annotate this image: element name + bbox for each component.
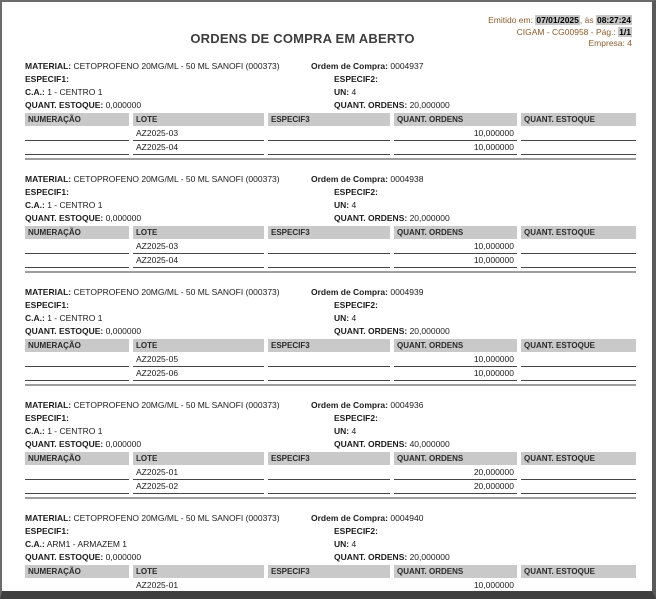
table-row: [25, 579, 636, 593]
cell-numeracao: [25, 480, 129, 494]
report-title: ORDENS DE COMPRA EM ABERTO: [190, 31, 415, 46]
quant-ordens-field: [311, 212, 450, 225]
col-header-lote: LOTE: [133, 339, 264, 352]
cell-lote: AZ2025-04: [133, 254, 264, 268]
cell-especif3: [268, 127, 390, 141]
ordem-compra-label: Ordem de Compra:: [311, 61, 388, 71]
cell-quant-ordens: 20,000000: [394, 480, 517, 494]
un-label: UN:: [334, 426, 350, 436]
cell-especif3: [268, 240, 390, 254]
ca-field: [25, 86, 311, 99]
ca-label: C.A.:: [25, 539, 45, 549]
cell-numeracao: [25, 367, 129, 381]
table-row: [25, 466, 636, 480]
emitted-date: 07/01/2025: [536, 15, 579, 25]
quant-ordens-label: QUANT. ORDENS:: [334, 439, 408, 449]
especif2-field: [311, 186, 378, 199]
material-label: MATERIAL:: [25, 400, 72, 410]
cell-quant-estoque: [521, 353, 636, 367]
order-info-line-1: [25, 399, 636, 412]
order-section: [25, 399, 636, 499]
un-label: UN:: [334, 313, 350, 323]
especif2-field: [311, 73, 378, 86]
especif1-label: ESPECIF1:: [25, 74, 69, 84]
order-info-line-3: [25, 425, 636, 438]
lot-table-header: [25, 113, 636, 126]
cell-lote: AZ2025-05: [133, 353, 264, 367]
ca-label: C.A.:: [25, 87, 45, 97]
quant-estoque-label: QUANT. ESTOQUE:: [25, 552, 104, 562]
orders-list: [25, 60, 636, 599]
cell-numeracao: [25, 353, 129, 367]
col-header-quant-ordens: QUANT. ORDENS: [394, 113, 517, 126]
quant-estoque-value: 0,000000: [105, 326, 142, 336]
quant-estoque-field: [25, 325, 311, 338]
cell-quant-ordens: 10,000000: [394, 141, 517, 155]
ordem-compra-value: 0004936: [390, 400, 424, 410]
cell-lote: AZ2025-04: [133, 141, 264, 155]
cell-numeracao: [25, 254, 129, 268]
cell-especif3: [268, 466, 390, 480]
order-info-line-2: [25, 73, 636, 86]
cell-especif3: [268, 579, 390, 593]
order-info-line-4: [25, 99, 636, 112]
lot-table-header: [25, 339, 636, 352]
material-value: CETOPROFENO 20MG/ML - 50 ML SANOFI (000373): [73, 61, 280, 71]
lot-rows: [25, 353, 636, 381]
especif1-label: ESPECIF1:: [25, 300, 69, 310]
col-header-quant-estoque: QUANT. ESTOQUE: [521, 339, 636, 352]
un-field: [311, 312, 356, 325]
material-field: [25, 399, 311, 412]
col-header-lote: LOTE: [133, 565, 264, 578]
emitted-mid: , às: [579, 15, 594, 25]
order-section: [25, 60, 636, 160]
quant-estoque-label: QUANT. ESTOQUE:: [25, 100, 104, 110]
quant-ordens-value: 20,000000: [409, 100, 450, 110]
quant-ordens-label: QUANT. ORDENS:: [334, 552, 408, 562]
cell-numeracao: [25, 593, 129, 599]
cell-numeracao: [25, 579, 129, 593]
cell-quant-estoque: [521, 254, 636, 268]
order-info-line-4: [25, 325, 636, 338]
material-label: MATERIAL:: [25, 174, 72, 184]
ca-value: ARM1 - ARMAZEM 1: [46, 539, 128, 549]
lot-table: [25, 452, 636, 499]
especif2-label: ESPECIF2:: [334, 74, 378, 84]
un-field: [311, 538, 356, 551]
order-info-line-2: [25, 186, 636, 199]
ordem-compra-value: 0004939: [390, 287, 424, 297]
cell-especif3: [268, 367, 390, 381]
quant-ordens-field: [311, 325, 450, 338]
especif2-label: ESPECIF2:: [334, 413, 378, 423]
col-header-quant-estoque: QUANT. ESTOQUE: [521, 565, 636, 578]
system-line-prefix: CIGAM - CG00958 - Pág.:: [516, 26, 616, 37]
especif2-field: [311, 525, 378, 538]
cell-lote: AZ2025-02: [133, 593, 264, 599]
col-header-lote: LOTE: [133, 226, 264, 239]
material-field: [25, 512, 311, 525]
order-info-line-1: [25, 173, 636, 186]
emitted-label: Emitido em:: [488, 15, 533, 25]
company-label: Empresa:: [588, 38, 625, 48]
especif1-field: [25, 299, 311, 312]
ca-label: C.A.:: [25, 200, 45, 210]
lot-rows: [25, 127, 636, 155]
quant-estoque-value: 0,000000: [105, 100, 142, 110]
order-info-line-1: [25, 512, 636, 525]
ordem-compra-label: Ordem de Compra:: [311, 287, 388, 297]
order-info-line-4: [25, 551, 636, 564]
lot-rows: [25, 579, 636, 599]
ca-label: C.A.:: [25, 313, 45, 323]
cell-lote: AZ2025-01: [133, 579, 264, 593]
quant-estoque-value: 0,000000: [105, 213, 142, 223]
col-header-quant-estoque: QUANT. ESTOQUE: [521, 452, 636, 465]
ordem-compra-field: [311, 512, 423, 525]
material-label: MATERIAL:: [25, 61, 72, 71]
col-header-lote: LOTE: [133, 452, 264, 465]
especif1-label: ESPECIF1:: [25, 526, 69, 536]
cell-numeracao: [25, 141, 129, 155]
material-label: MATERIAL:: [25, 287, 72, 297]
especif1-field: [25, 412, 311, 425]
material-value: CETOPROFENO 20MG/ML - 50 ML SANOFI (000373): [73, 287, 280, 297]
lot-table-header: [25, 565, 636, 578]
quant-estoque-label: QUANT. ESTOQUE:: [25, 439, 104, 449]
cell-quant-estoque: [521, 141, 636, 155]
un-label: UN:: [334, 539, 350, 549]
un-field: [311, 425, 356, 438]
un-value: 4: [351, 313, 357, 323]
lot-table: [25, 113, 636, 160]
col-header-especif3: ESPECIF3: [268, 339, 390, 352]
ordem-compra-value: 0004937: [390, 61, 424, 71]
quant-ordens-label: QUANT. ORDENS:: [334, 213, 408, 223]
quant-estoque-field: [25, 551, 311, 564]
ordem-compra-label: Ordem de Compra:: [311, 513, 388, 523]
emitted-time: 08:27:24: [596, 15, 631, 25]
col-header-numeracao: NUMERAÇÃO: [25, 452, 129, 465]
lot-rows: [25, 240, 636, 268]
ca-value: 1 - CENTRO 1: [47, 200, 103, 210]
material-value: CETOPROFENO 20MG/ML - 50 ML SANOFI (000373): [73, 513, 280, 523]
cell-quant-ordens: 10,000000: [394, 240, 517, 254]
table-row: [25, 141, 636, 155]
material-field: [25, 60, 311, 73]
ca-value: 1 - CENTRO 1: [47, 313, 103, 323]
cell-quant-estoque: [521, 579, 636, 593]
order-info-line-2: [25, 412, 636, 425]
order-info-line-3: [25, 312, 636, 325]
order-info-line-1: [25, 60, 636, 73]
order-section: [25, 512, 636, 599]
quant-estoque-field: [25, 212, 311, 225]
quant-ordens-label: QUANT. ORDENS:: [334, 326, 408, 336]
ca-value: 1 - CENTRO 1: [47, 426, 103, 436]
material-field: [25, 173, 311, 186]
col-header-quant-ordens: QUANT. ORDENS: [394, 226, 517, 239]
quant-ordens-label: QUANT. ORDENS:: [334, 100, 408, 110]
ordem-compra-value: 0004940: [390, 513, 424, 523]
ca-field: [25, 538, 311, 551]
lot-table: [25, 339, 636, 386]
col-header-quant-ordens: QUANT. ORDENS: [394, 452, 517, 465]
quant-ordens-field: [311, 99, 450, 112]
cell-quant-ordens: 10,000000: [394, 127, 517, 141]
col-header-especif3: ESPECIF3: [268, 452, 390, 465]
un-label: UN:: [334, 200, 350, 210]
quant-ordens-value: 20,000000: [409, 213, 450, 223]
ca-value: 1 - CENTRO 1: [47, 87, 103, 97]
ordem-compra-label: Ordem de Compra:: [311, 400, 388, 410]
col-header-especif3: ESPECIF3: [268, 113, 390, 126]
table-end-rule: [25, 497, 636, 499]
un-field: [311, 199, 356, 212]
cell-especif3: [268, 353, 390, 367]
cell-quant-estoque: [521, 480, 636, 494]
order-info-line-1: [25, 286, 636, 299]
col-header-numeracao: NUMERAÇÃO: [25, 226, 129, 239]
cell-quant-ordens: 10,000000: [394, 254, 517, 268]
col-header-especif3: ESPECIF3: [268, 565, 390, 578]
col-header-numeracao: NUMERAÇÃO: [25, 339, 129, 352]
company-value: 4: [627, 38, 632, 48]
table-end-rule: [25, 158, 636, 160]
cell-lote: AZ2025-03: [133, 240, 264, 254]
cell-numeracao: [25, 127, 129, 141]
cell-quant-estoque: [521, 367, 636, 381]
cell-quant-ordens: 10,000000: [394, 579, 517, 593]
material-value: CETOPROFENO 20MG/ML - 50 ML SANOFI (000373): [73, 400, 280, 410]
quant-ordens-field: [311, 438, 450, 451]
cell-numeracao: [25, 240, 129, 254]
material-field: [25, 286, 311, 299]
order-info-line-3: [25, 86, 636, 99]
especif2-field: [311, 412, 378, 425]
quant-estoque-label: QUANT. ESTOQUE:: [25, 326, 104, 336]
un-value: 4: [351, 87, 357, 97]
table-row: [25, 480, 636, 494]
cell-lote: AZ2025-06: [133, 367, 264, 381]
cell-quant-estoque: [521, 240, 636, 254]
cell-lote: AZ2025-02: [133, 480, 264, 494]
table-row: [25, 353, 636, 367]
especif2-label: ESPECIF2:: [334, 300, 378, 310]
especif1-label: ESPECIF1:: [25, 413, 69, 423]
un-value: 4: [351, 426, 357, 436]
cell-lote: AZ2025-03: [133, 127, 264, 141]
cell-lote: AZ2025-01: [133, 466, 264, 480]
table-end-rule: [25, 271, 636, 273]
ordem-compra-label: Ordem de Compra:: [311, 174, 388, 184]
material-value: CETOPROFENO 20MG/ML - 50 ML SANOFI (000373): [73, 174, 280, 184]
especif2-label: ESPECIF2:: [334, 187, 378, 197]
ca-label: C.A.:: [25, 426, 45, 436]
cell-quant-estoque: [521, 593, 636, 599]
order-section: [25, 173, 636, 273]
lot-rows: [25, 466, 636, 494]
quant-ordens-field: [311, 551, 450, 564]
cell-quant-ordens: 10,000000: [394, 367, 517, 381]
ordem-compra-field: [311, 173, 423, 186]
especif1-field: [25, 73, 311, 86]
cell-quant-ordens: 10,000000: [394, 593, 517, 599]
quant-ordens-value: 20,000000: [409, 326, 450, 336]
cell-quant-ordens: 20,000000: [394, 466, 517, 480]
un-label: UN:: [334, 87, 350, 97]
especif1-field: [25, 525, 311, 538]
un-field: [311, 86, 356, 99]
especif1-field: [25, 186, 311, 199]
cell-especif3: [268, 480, 390, 494]
lot-table-header: [25, 452, 636, 465]
quant-estoque-field: [25, 438, 311, 451]
order-info-line-3: [25, 199, 636, 212]
material-label: MATERIAL:: [25, 513, 72, 523]
order-info-line-2: [25, 525, 636, 538]
table-row: [25, 254, 636, 268]
ca-field: [25, 199, 311, 212]
table-row: [25, 127, 636, 141]
col-header-especif3: ESPECIF3: [268, 226, 390, 239]
quant-estoque-field: [25, 99, 311, 112]
especif2-field: [311, 299, 378, 312]
quant-ordens-value: 40,000000: [409, 439, 450, 449]
lot-table-header: [25, 226, 636, 239]
lot-table: [25, 565, 636, 599]
quant-estoque-label: QUANT. ESTOQUE:: [25, 213, 104, 223]
emitted-line: [488, 15, 632, 27]
lot-table: [25, 226, 636, 273]
ca-field: [25, 312, 311, 325]
cell-quant-estoque: [521, 466, 636, 480]
table-row: [25, 367, 636, 381]
ordem-compra-field: [311, 286, 423, 299]
cell-quant-ordens: 10,000000: [394, 353, 517, 367]
order-info-line-4: [25, 438, 636, 451]
quant-ordens-value: 20,000000: [409, 552, 450, 562]
col-header-numeracao: NUMERAÇÃO: [25, 565, 129, 578]
col-header-quant-estoque: QUANT. ESTOQUE: [521, 226, 636, 239]
un-value: 4: [351, 539, 357, 549]
page-number: 1/1: [619, 26, 631, 37]
especif2-label: ESPECIF2:: [334, 526, 378, 536]
col-header-quant-ordens: QUANT. ORDENS: [394, 339, 517, 352]
order-info-line-2: [25, 299, 636, 312]
ca-field: [25, 425, 311, 438]
col-header-numeracao: NUMERAÇÃO: [25, 113, 129, 126]
table-end-rule: [25, 384, 636, 386]
quant-estoque-value: 0,000000: [105, 439, 142, 449]
cell-especif3: [268, 593, 390, 599]
table-row: [25, 593, 636, 599]
table-row: [25, 240, 636, 254]
un-value: 4: [351, 200, 357, 210]
ordem-compra-field: [311, 60, 423, 73]
cell-especif3: [268, 254, 390, 268]
quant-estoque-value: 0,000000: [105, 552, 142, 562]
ordem-compra-value: 0004938: [390, 174, 424, 184]
col-header-quant-ordens: QUANT. ORDENS: [394, 565, 517, 578]
cell-numeracao: [25, 466, 129, 480]
cell-especif3: [268, 141, 390, 155]
order-info-line-4: [25, 212, 636, 225]
order-info-line-3: [25, 538, 636, 551]
cell-quant-estoque: [521, 127, 636, 141]
order-section: [25, 286, 636, 386]
ordem-compra-field: [311, 399, 423, 412]
col-header-quant-estoque: QUANT. ESTOQUE: [521, 113, 636, 126]
col-header-lote: LOTE: [133, 113, 264, 126]
especif1-label: ESPECIF1:: [25, 187, 69, 197]
